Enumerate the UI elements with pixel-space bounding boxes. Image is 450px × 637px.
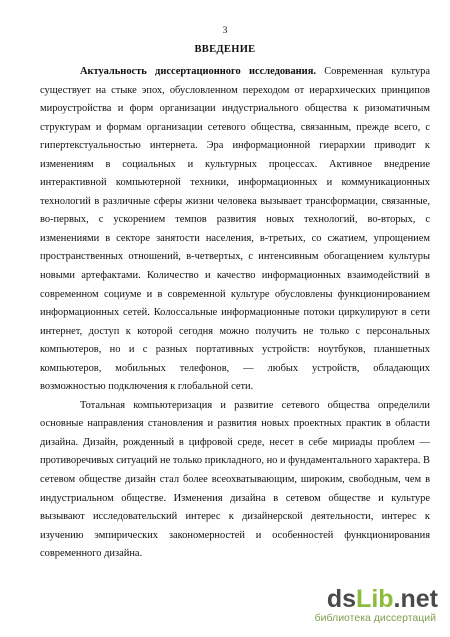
dslib-caption: библиотека диссертаций (314, 612, 436, 624)
page-number: 3 (222, 26, 228, 36)
dslib-logo (288, 581, 438, 613)
paragraph-computerization (40, 397, 430, 564)
paragraph-relevance (40, 63, 430, 397)
dslib-logo-text (327, 585, 438, 613)
dslib-watermark (288, 581, 438, 629)
paragraph-text: Тотальная компьютеризация и развитие сетевого общества определили основные направления становления и развития новых проектных практик в области дизайна. Дизайн, рожденный в цифровой среде, несет в себе мириады проблем — противоречивых ситуаций не только прикладного, но и фундаментального характера. В сетевом обществе дизайн стал более всеохватывающим, широким, свободным, чем в индустриальном обществе. Изменения дизайна в сетевом обществе и культуре вызывают исследовательский интерес к дизайнерской деятельности, интерес к изучению эмпирических закономерностей и особенностей функционирования современного дизайна. (40, 399, 431, 560)
body-text (40, 63, 430, 564)
paragraph-lead: Актуальность диссертационного исследования. (80, 66, 316, 77)
dslib-logo-lib: Lib (356, 585, 394, 613)
section-heading: ВВЕДЕНИЕ (194, 44, 256, 55)
dslib-logo-ds: ds (326, 585, 357, 613)
paragraph-text: Современная культура существует на стыке эпох, обусловленном переходом от иерархических принципов мироустройства и форм организации индустриального общества к ризоматичным структурам и формам организации сетевого общества, связанным, прежде всего, с гипертекстуальностью интернета. Эра информационной гиерархии приводит к изменениям в социальных и культурных процессах. Активное внедрение интерактивной компьютерной техники, информационных и коммуникационных технологий в различные сферы жизни человека вызывает трансформации, связанные, во-первых, с ускорением темпов развития новых технологий, во-вторых, с изменениями в секторе занятости населения, в-третьих, со сжатием, упрощением пространственных отношений, в-четвертых, с интенсивным обогащением культуры новыми артефактами. Количество и качество информационных взаимодействий в современном социуме и в современной культуре обусловлены функционированием информационных сетей. Колоссальные информационные потоки циркулируют в сети интернет, доступ к которой сегодня можно получить не только с персональных компьютеров, но и с разных портативных устройств: ноутбуков, планшетных компьютеров, мобильных телефонов, — любых устройств, обладающих возможностью подключения к глобальной сети. (40, 66, 430, 393)
dslib-logo-net: .net (393, 585, 438, 613)
